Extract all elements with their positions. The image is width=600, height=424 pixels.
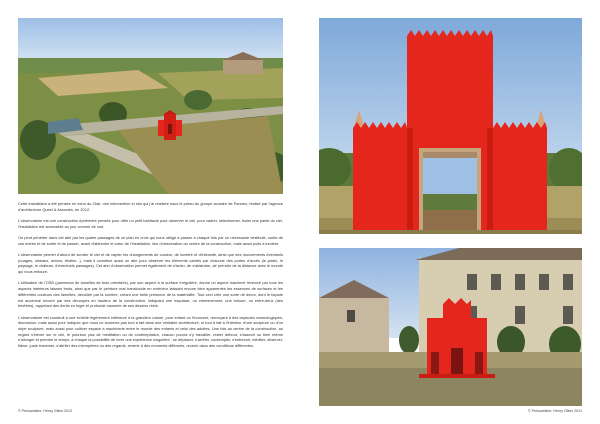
photo-observatory-courtyard xyxy=(319,248,582,406)
paragraph-6: L'observatoire est construit à une échelle légèrement inférieure à la grandeur nature, pour enfant ou l'innocent, renvoyant à des capsules cosmologiques, discussion, mais aussi pour indiquer que nous ne sommes pas tout à fait dans une véritable architecture, ni tout à fait à l'intérieur d'une sculpture ou d'un objet sculpturé, mais aussi pour cultiver espace à machinerie entre le monde des enfants et celui des adultes. Une fois au centre de la construction, au regard s'élever sur le ciel, le pourtour pas de méditation ou de contemplation, chacun pourra s'y travailler, rester debout, s'asseoir ou bien même s'allonger et prendre le temps, à chaque la possibilité de vivre une expérience singulière : se déplacer, s'arrêter, contempler, s'entrevoir, méditer, observer, flâner, juste traverser, s'abriter des intempéries ou des regards, revenir à des moments différents, revenir dans des conditions différentes. xyxy=(18,314,283,349)
photo-credit-left: © Pelouzelaire, Henry Gilles 2013 xyxy=(18,409,72,413)
paragraph-1: Cette installation a été pensée en écho du Clair, une intervention in situ qui j'ai réalisée sous le préau du groupe scolaire de Pannes, réalisé par l'agence d'architecture Quest & Associés, en 2012. xyxy=(18,201,283,212)
paragraph-4: L'observatoire permet d'abord de scruter le ciel et de capter les changements de couleur, de lumière et d'intensité, ainsi que des mouvements éventuels (nuages, oiseaux, avions, étoiles...), mais il constitue aussi un abri pour observer les éléments cadrés par chacune des portes d'accès (le jardin, le paysage, le château, d'éventuels passages). Cet abri d'observation permet également de s'isoler, de s'abstraire, de prendre de la distance avec le monde qui nous entoure. xyxy=(18,252,283,275)
paragraph-5: L'utilisation de l'OSB (panneaux de lamelles de bois orientées), par son aspect à la surface irrégulière, donne un aspect inachevé renforcé par tous les aspects intérieurs laissés bruts, ainsi que par le peinture mat translucide en extérieur laissant encore bien apparentes les essences de surfaces et les différentes couleurs des lamelles, dévoilée par la lumière, créant une belle présence de la matérialité. Tout ceci crée une sorte de décor, dont le façade est accentué encore par des découpes en hauteur de la construction, indiquant une esquisse, un cheminement, une brisure, un entre-deux (des fenêtres), rappelant des dents en léger et profonde causerie de ses dessins réels. xyxy=(18,280,283,309)
photo-aerial-garden xyxy=(18,18,283,194)
photo-credit-right: © Pelouzelaire, Henry Gilles 2013 xyxy=(528,409,582,413)
article-body xyxy=(18,201,283,354)
paragraph-3: On peut pénétrer dans cet abri par les quatre passages de ce plan en croix qui nous obligé à passer à chaque fois par un nécessaire vestibule, sortie de ces entrés et de sortie et de passer, avant d'atteindre le cœur de l'installation, lieu d'observation du centre de la construction, mais aussi puits à lumière. xyxy=(18,235,283,246)
photo-observatory-front xyxy=(319,18,582,234)
paragraph-2: L'observatoire est une construction éphémère pensée pour offrir un petit habitacle pour observer le ciel, pour cadrer, sélectionner, isoler une partie du ciel, l'installation est accessible au jour comme de nuit. xyxy=(18,218,283,229)
